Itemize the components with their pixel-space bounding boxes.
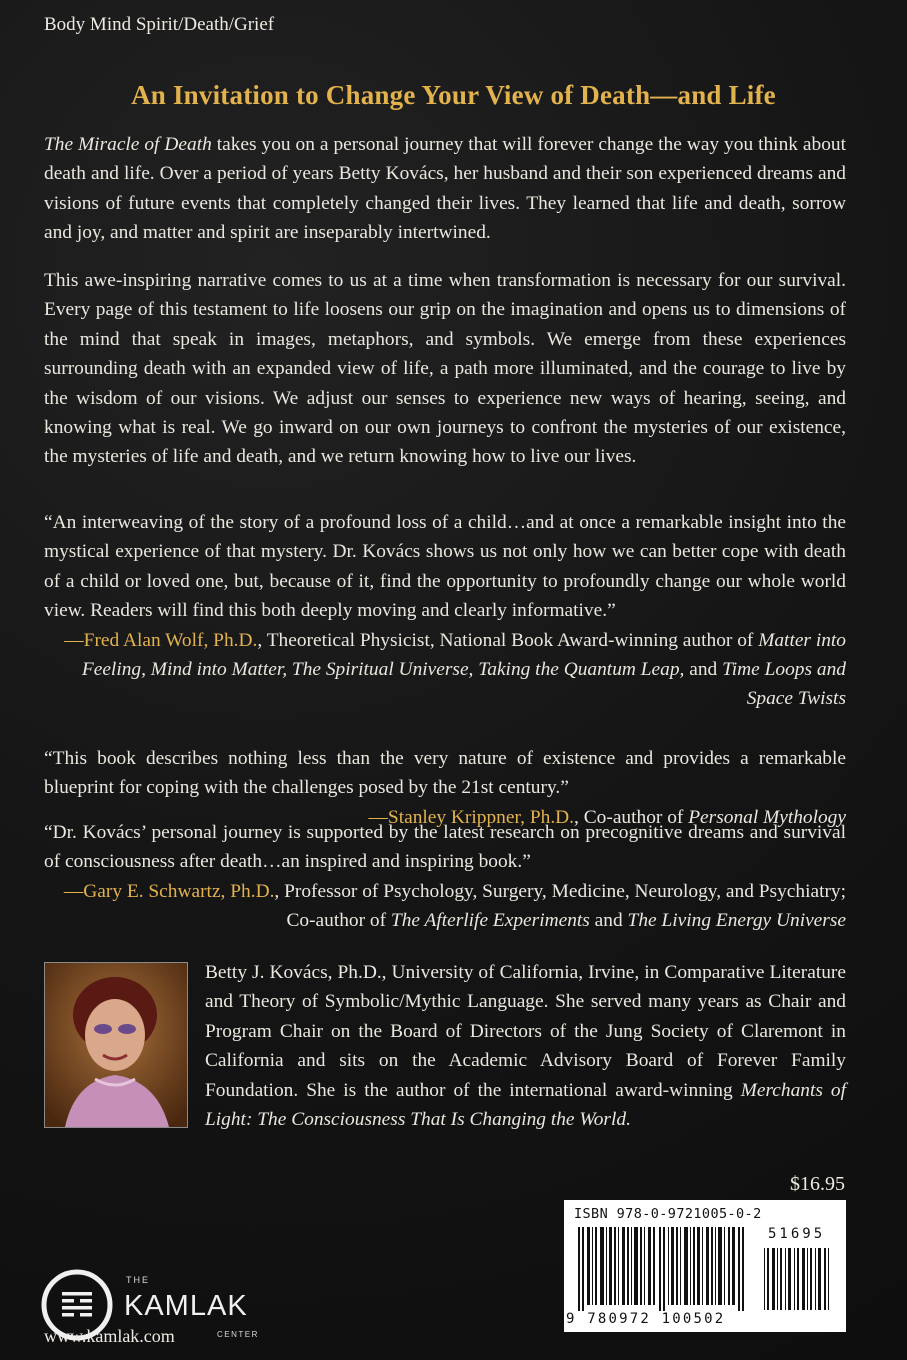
- endorser-name: Stanley Krippner, Ph.D.: [387, 806, 575, 828]
- endorsement-attribution: —Gary E. Schwartz, Ph.D., Professor of Psychology, Surgery, Medicine, Neurology, and Psychiatry; Co-author of The Afterlife Experiments and The Living Energy Universe: [63, 880, 846, 932]
- book-title: The Miracle of Death: [44, 134, 212, 155]
- addon-number: 51695: [768, 1226, 826, 1242]
- intro-paragraph: [44, 130, 846, 248]
- endorser-name: Fred Alan Wolf, Ph.D.: [83, 629, 258, 651]
- publisher-website[interactable]: www.kamlak.com: [44, 1326, 175, 1346]
- endorsement-schwartz: [44, 818, 846, 936]
- isbn-barcode: [564, 1200, 846, 1332]
- author-book-title: Merchants of Light: The Consciousness That Is Changing the World.: [205, 1079, 846, 1131]
- endorsement-attribution: —Stanley Krippner, Ph.D., Co-author of Personal Mythology: [368, 806, 846, 828]
- endorsement-text: “An interweaving of the story of a profound loss of a child…and at once a remarkable insight into the mystical experience of that mystery. Dr. Kovács shows us not only how we can better cope with death of a child or loved one, but, because of it, find the opportunity to profoundly change our whole world view. Readers will find this both deeply moving and clearly informative.”: [44, 512, 846, 622]
- endorsement-text: “This book describes nothing less than the very nature of existence and provides a remarkable blueprint for coping with the challenges posed by the 21st century.”: [44, 748, 846, 799]
- author-bio: Betty J. Kovács, Ph.D., University of California, Irvine, in Comparative Literature and Theory of Symbolic/Mythic Language. She served many years as Chair and Program Chair on the Board of Directors of the Jung Society of Claremont in California and sits on the Academic Advisory Board of Forever Family Foundation. She is the author of the international award-winning Merchants of Light: The Consciousness That Is Changing the World.: [205, 962, 846, 1131]
- author-photo: [44, 962, 188, 1128]
- addon-barcode-bars: [764, 1248, 834, 1310]
- logo-center: CENTER: [217, 1330, 259, 1339]
- endorsement-attribution: —Fred Alan Wolf, Ph.D., Theoretical Physicist, National Book Award-winning author of Matter into Feeling, Mind into Matter, The Spiritual Universe, Taking the Quantum Leap, and Time Loops and Space Twists: [64, 629, 846, 710]
- isbn-label: ISBN 978-0-9721005-0-2: [574, 1206, 762, 1222]
- headline: An Invitation to Change Your View of Death—and Life: [131, 80, 776, 110]
- endorsement-text: “Dr. Kovács’ personal journey is supported by the latest research on precognitive dreams and survival of consciousness after death…an inspired and inspiring book.”: [44, 822, 846, 873]
- logo-the: THE: [126, 1275, 150, 1285]
- intro-text: takes you on a personal journey that will forever change the way you think about death and life. Over a period of years Betty Kovács, her husband and their son experienced dreams and visions of future events that completely changed their lives. They learned that life and death, sorrow and joy, and matter and spirit are inseparably intertwined.: [44, 134, 846, 244]
- price: $16.95: [790, 1173, 845, 1195]
- category-label: Body Mind Spirit/Death/Grief: [44, 14, 275, 35]
- narrative-paragraph: This awe-inspiring narrative comes to us at a time when transformation is necessary for our survival. Every page of this testament to life loosens our grip on the imagination and opens us to dimensions of the mind that speak in images, metaphors, and symbols. We emerge from these experiences surrounding death with an expanded view of life, a path more illuminated, and the courage to live by the wisdom of our visions. We adjust our senses to experience new ways of hearing, seeing, and knowing what is real. We go inward on our own journeys to confront the mysteries of our existence, the mysteries of life and death, and we return knowing how to live our lives.: [44, 270, 846, 468]
- endorser-name: Gary E. Schwartz, Ph.D.: [83, 880, 275, 902]
- logo-name: KAMLAK: [124, 1290, 248, 1322]
- barcode-number: 9 780972 100502: [566, 1311, 726, 1327]
- ean-barcode-bars: [578, 1227, 758, 1311]
- endorsement-wolf: [44, 508, 846, 714]
